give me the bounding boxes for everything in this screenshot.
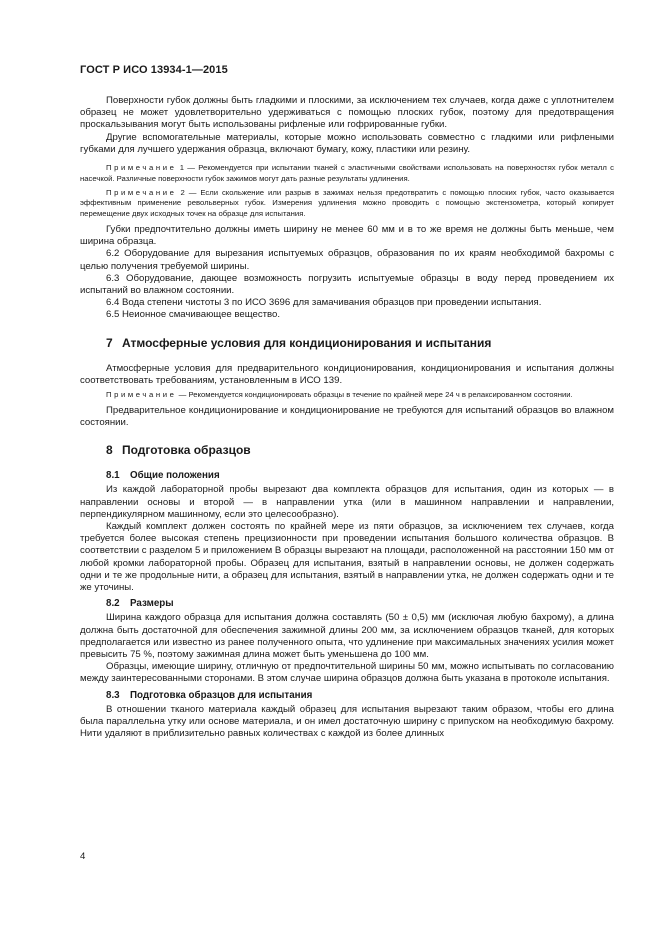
note-text: 1 — Рекомендуется при испытании тканей с эластичными свойствами использовать на поверхностях губок металл с насечкой. Различные поверхности губок зажимов могут дать разные результаты удлинения. [80, 163, 614, 183]
note-2 [80, 188, 614, 220]
paragraph: Атмосферные условия для предварительного кондиционирования, кондиционирования и испытания должны соответствовать требованиям, установленным в ИСО 139. [80, 362, 614, 386]
note-text: 2 — Если скольжение или разрыв в зажимах нельзя предотвратить с помощью плоских губок, часто оказывается эффективным применение револьверных губок. Измерения удлинения можно проводить с помощью экстензометра, который копирует перемещение двух исходных точек на образце для испытания. [80, 187, 614, 219]
paragraph: В отношении тканого материала каждый образец для испытания вырезают таким образом, чтобы его длина была параллельна утку или основе материала, и он имел достаточную ширину с припуском на необходимую бахрому. Нити удаляют в приблизительно равных количествах с каждой из более длинных [80, 703, 614, 740]
clause-6-2: 6.2 Оборудование для вырезания испытуемых образцов, образования по их краям необходимой бахромы с целью получения требуемой ширины. [80, 248, 614, 272]
note [80, 390, 614, 401]
section-8-heading [80, 443, 614, 458]
paragraph: Каждый комплект должен состоять по крайней мере из пяти образцов, за исключением тех случаев, когда требуется более высокая степень прецизионности при проведении испытания большого количества образцов. В соответствии с разделом 5 и приложением В образцы вырезают на площади, расположенной на расстоянии 150 мм от любой кромки лабораторной пробы. Образец для испытания, взятый в направлении основы, не должен содержать одни и те же продольные нити, а образец для испытания, взятый в направлении утка, не должен содержать одни и те же уточины. [80, 521, 614, 594]
subsection-number: 8.3 [106, 689, 120, 701]
subsection-8-1-heading [80, 470, 614, 482]
section-number: 7 [106, 335, 113, 350]
clause-6-3: 6.3 Оборудование, дающее возможность погрузить испытуемые образцы в воду перед проведением их испытаний во влажном состоянии. [80, 272, 614, 297]
note-1 [80, 163, 614, 185]
subsection-number: 8.1 [106, 470, 120, 482]
section-title: Подготовка образцов [122, 443, 251, 458]
subsection-title: Подготовка образцов для испытания [130, 689, 313, 701]
paragraph: Поверхности губок должны быть гладкими и плоскими, за исключением тех случаев, когда даже с уплотнителем образец не может удовлетворительно удерживаться с помощью плоских губок, поэтому для предотвращения проскальзывания могут быть использованы рифленые или гофрированные губки. [80, 95, 614, 131]
subsection-number: 8.2 [106, 598, 120, 610]
subsection-title: Размеры [130, 598, 174, 610]
paragraph: Губки предпочтительно должны иметь ширину не менее 60 мм и в то же время не должны быть меньше, чем ширина образца. [80, 224, 614, 248]
section-7-heading [80, 336, 614, 351]
page-number: 4 [80, 851, 86, 862]
note-text: — Рекомендуется кондиционировать образцы в течение по крайней мере 24 ч в релаксированном состоянии. [176, 390, 573, 400]
section-title: Атмосферные условия для кондиционирования и испытания [122, 335, 492, 350]
document-header: ГОСТ Р ИСО 13934-1—2015 [80, 64, 228, 76]
note-label: Примечание [106, 163, 177, 173]
note-label: Примечание [106, 187, 177, 197]
clause-6-5: 6.5 Неионное смачивающее вещество. [106, 309, 281, 321]
subsection-8-2-heading [80, 598, 614, 610]
paragraph: Предварительное кондиционирование и кондиционирование не требуются для испытаний образцов во влажном состоянии. [80, 404, 614, 429]
clause-6-4: 6.4 Вода степени чистоты 3 по ИСО 3696 для замачивания образцов при проведении испытания. [106, 297, 542, 309]
page-content [80, 95, 614, 741]
subsection-title: Общие положения [130, 470, 220, 482]
note-label: Примечание [106, 390, 177, 400]
paragraph: Другие вспомогательные материалы, которые можно использовать совместно с гладкими или рифлеными губками для лучшего удержания образца, включают бумагу, кожу, пластики или резину. [80, 131, 614, 155]
paragraph: Ширина каждого образца для испытания должна составлять (50 ± 0,5) мм (исключая любую бахрому), а длина должна быть достаточной для обеспечения зажимной длины 200 мм, за исключением образцов тканей, для которых предполагается или известно из ранее полученного опыта, что удлинение при максимальных значениях усилия может превысить 75 %, поэтому зажимная длина может быть уменьшена до 100 мм. [80, 612, 614, 661]
paragraph: Образцы, имеющие ширину, отличную от предпочтительной ширины 50 мм, можно испытывать по согласованию между заинтересованными сторонами. В этом случае ширина образцов должна быть указана в протоколе испытания. [80, 661, 614, 685]
section-number: 8 [106, 443, 113, 458]
subsection-8-3-heading [80, 690, 614, 702]
paragraph: Из каждой лабораторной пробы вырезают два комплекта образцов для испытания, один из которых — в направлении основы и второй — в направлении утка (или в машинном направлении и направлении, перпендикулярном машинному, если это целесообразно). [80, 484, 614, 520]
